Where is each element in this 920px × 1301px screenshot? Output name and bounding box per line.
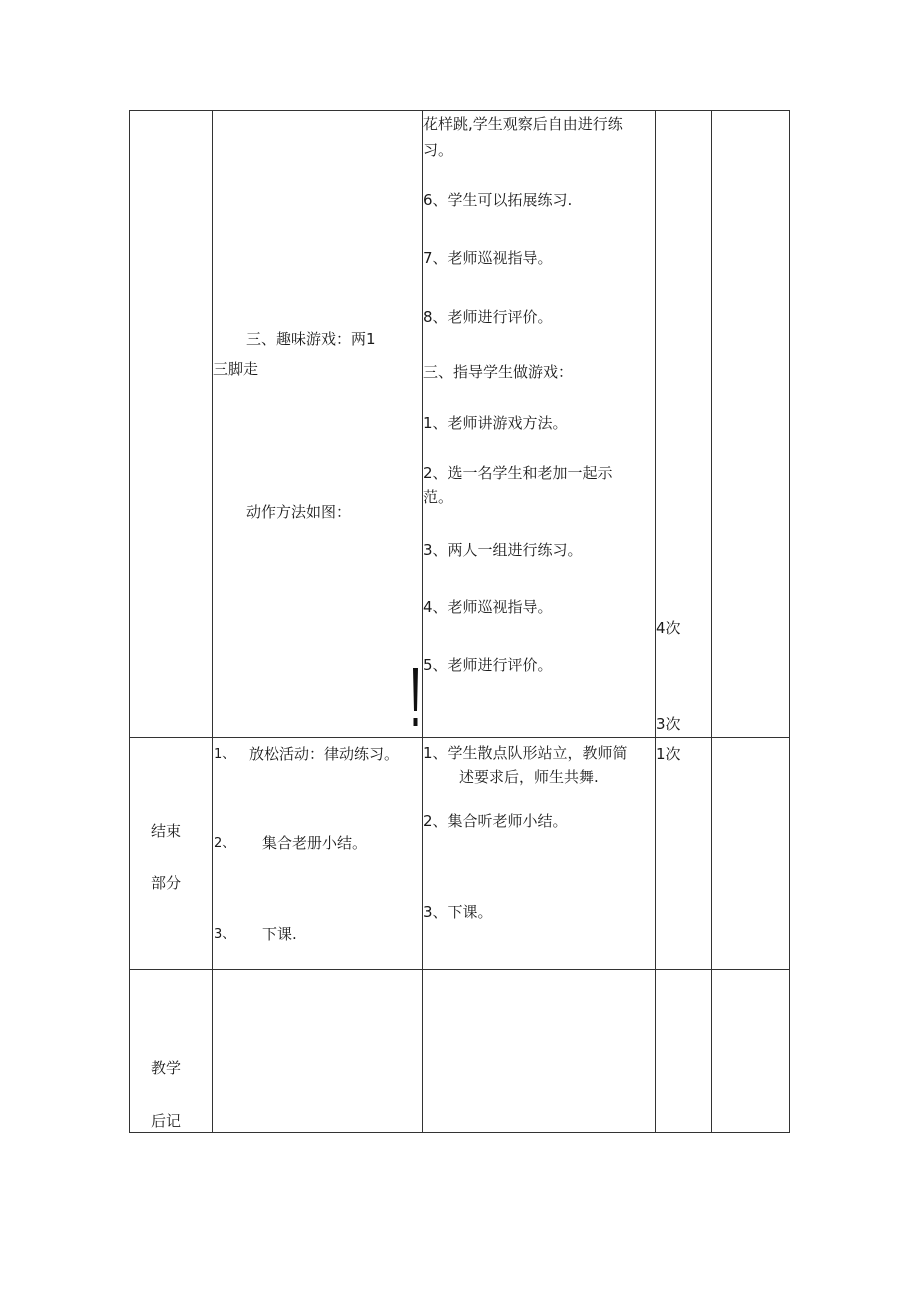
practice-line-a: 花样跳,学生观察后自由进行练 [423,115,623,133]
section-label-ending-line1: 结束 [151,822,182,840]
section-label-reflection-line1: 教学 [151,1059,182,1077]
ending-content-1-text: 放松活动：律动练习。 [249,745,400,763]
ending-content-3-number: 3、 [214,927,236,942]
practice-line-b: 习。 [423,141,454,159]
table-border-top [129,110,790,111]
row-divider-2 [129,969,790,970]
ending-method-1-line2: 述要求后，师生共舞. [459,768,599,786]
section-label-reflection-line2: 后记 [151,1112,182,1130]
method-label: 动作方法如图： [246,503,352,521]
ending-content-2-number: 2、 [214,836,236,851]
game-guide-item-2-line2: 范。 [423,488,454,506]
game-guide-item-5: 5、老师进行评价。 [423,656,553,674]
ending-method-1-line1: 1、学生散点队形站立，教师简 [423,744,628,762]
column-divider-1 [212,110,213,1133]
table-border-right [789,110,790,1133]
game-guide-item-3: 3、两人一组进行练习。 [423,541,583,559]
ending-content-3-text: 下课. [262,925,297,943]
game-title-line1: 三、趣味游戏：两1 [246,330,376,348]
game-guide-heading: 三、指导学生做游戏： [423,363,574,381]
practice-item-7: 7、老师巡视指导。 [423,249,553,267]
count-3-times: 3次 [656,715,681,733]
game-guide-item-1: 1、老师讲游戏方法。 [423,414,568,432]
count-4-times: 4次 [656,619,681,637]
table-border-bottom [129,1132,790,1133]
ending-method-3: 3、下课。 [423,903,493,921]
game-title-line2: 三脚走 [213,360,259,378]
ending-content-1-number: 1、 [214,747,236,762]
practice-item-6: 6、学生可以拓展练习. [423,191,573,209]
table-border-left [129,110,130,1133]
exclamation-mark-glyph [411,666,420,728]
ending-content-2-text: 集合老册小结。 [262,834,368,852]
row-divider-1 [129,737,790,738]
section-label-ending-line2: 部分 [151,874,182,892]
practice-item-8: 8、老师进行评价。 [423,308,553,326]
game-guide-item-2-line1: 2、选一名学生和老加一起示 [423,464,613,482]
ending-method-2: 2、集合听老师小结。 [423,812,568,830]
ending-count: 1次 [656,745,681,763]
game-guide-item-4: 4、老师巡视指导。 [423,598,553,616]
column-divider-4 [711,110,712,1133]
